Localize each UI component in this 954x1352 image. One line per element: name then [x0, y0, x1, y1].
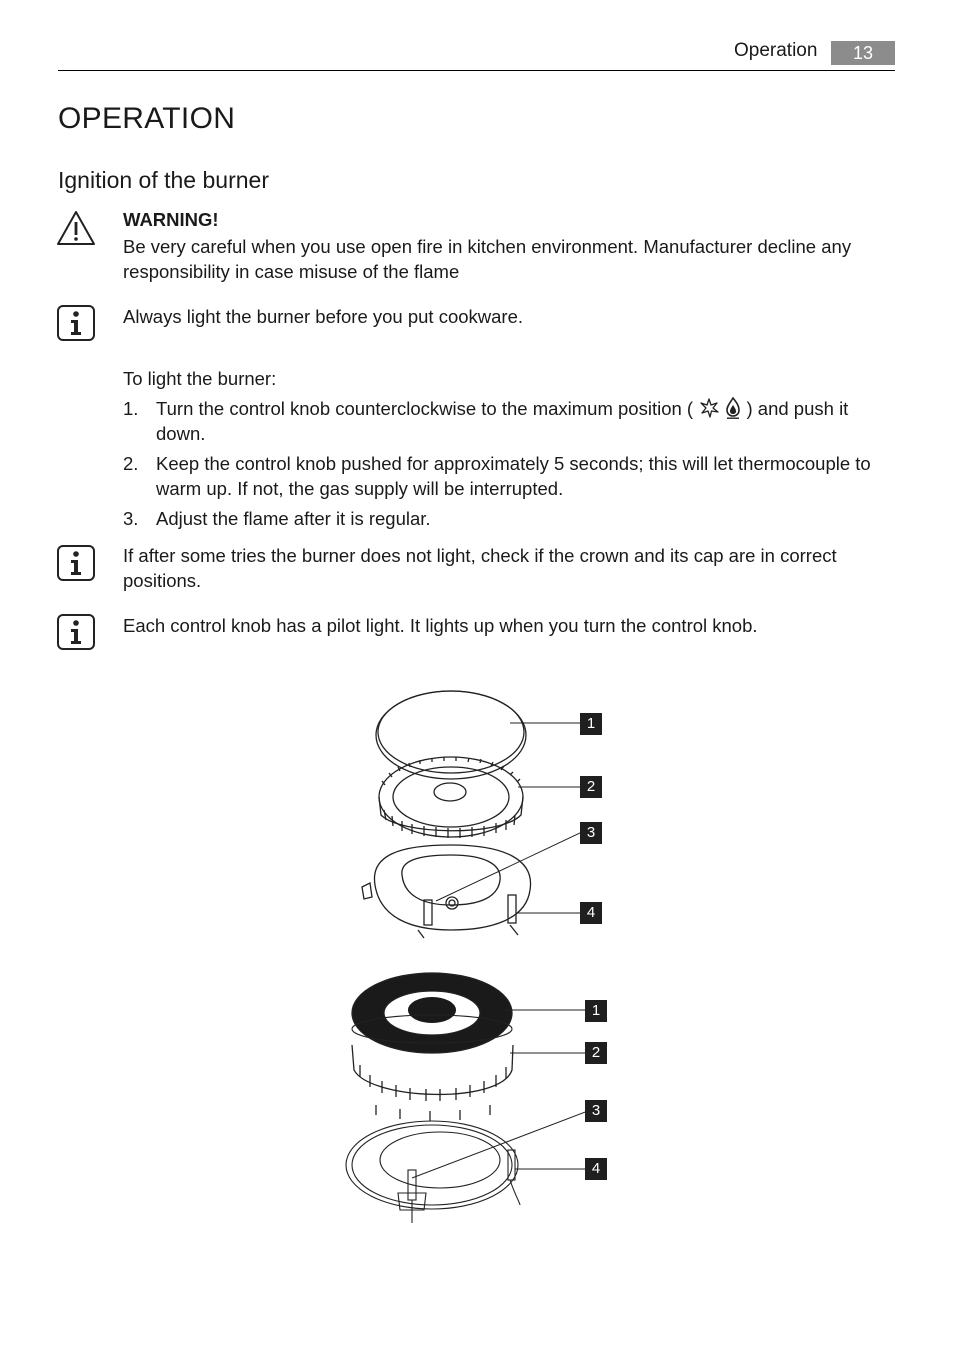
info-note-pilot-light: Each control knob has a pilot light. It lights up when you turn the control knob. [123, 615, 758, 636]
section-heading: Ignition of the burner [58, 167, 269, 193]
procedure-step-3 [123, 506, 883, 531]
procedure-intro: To light the burner: [123, 368, 277, 389]
large-flame-icon [725, 397, 741, 419]
warning-text: Be very careful when you use open fire in kitchen environment. Manufacturer decline any responsibility in case misuse of the flame [123, 236, 852, 282]
step-number: 1. [123, 398, 139, 419]
procedure-step-1 [123, 396, 883, 446]
step-text: Keep the control knob pushed for approximately 5 seconds; this will let thermocouple to warm up. If not, the gas supply will be interrupted. [156, 453, 871, 499]
info-note-cookware: Always light the burner before you put cookware. [123, 306, 524, 327]
step-number: 3. [123, 508, 139, 529]
figure-top-label: 4 [580, 902, 602, 924]
figure-bottom-label: 1 [585, 1000, 607, 1022]
figure-top-label: 3 [580, 822, 602, 844]
warning-triangle-icon [56, 210, 96, 246]
step-1-text-cont: down. [156, 423, 206, 444]
step-number: 2. [123, 453, 139, 474]
figure-top-label: 1 [580, 713, 602, 735]
figure-bottom-label: 4 [585, 1158, 607, 1180]
burner-exploded-diagram-top [340, 685, 580, 950]
page-title: OPERATION [58, 102, 236, 135]
info-icon [57, 305, 95, 341]
step-1-text-after: ) and push it [746, 398, 849, 419]
figure-bottom-label: 2 [585, 1042, 607, 1064]
figure-top-label: 2 [580, 776, 602, 798]
info-note-crown: If after some tries the burner does not light, check if the crown and its cap are in correct positions. [123, 545, 837, 591]
info-icon [57, 614, 95, 650]
step-text: Adjust the flame after it is regular. [156, 508, 431, 529]
procedure-step-2 [123, 451, 883, 501]
warning-heading: WARNING! [123, 209, 219, 230]
header-section-name: Operation [734, 40, 818, 61]
page-number: 13 [831, 41, 895, 65]
header-divider [58, 70, 895, 71]
step-1-text-before: Turn the control knob counterclockwise to the maximum position ( [156, 398, 694, 419]
info-icon [57, 545, 95, 581]
ignition-spark-icon [698, 397, 720, 419]
figure-bottom-label: 3 [585, 1100, 607, 1122]
burner-exploded-diagram-bottom [340, 965, 588, 1230]
